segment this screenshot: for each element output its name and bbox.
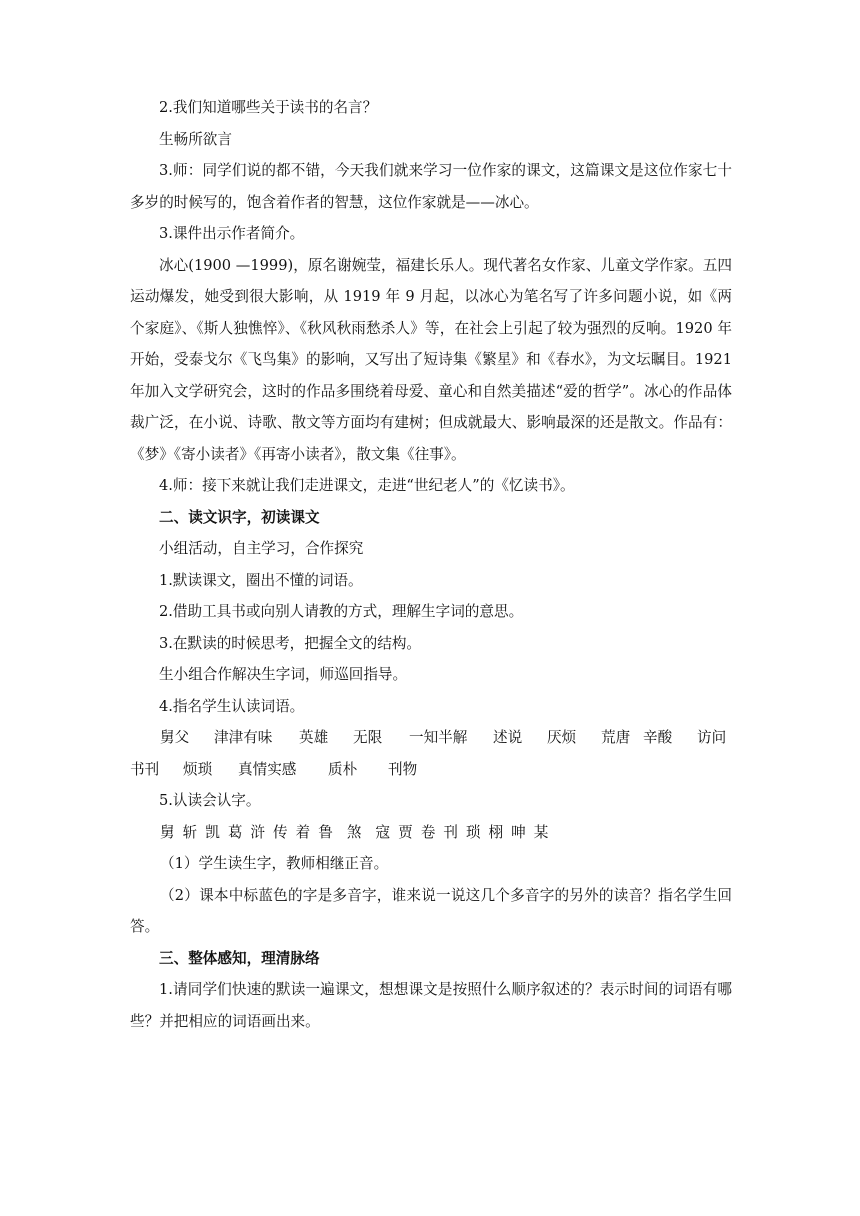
character: 呻 xyxy=(511,823,526,841)
vocab-word: 舅父 xyxy=(160,729,190,746)
character: 葛 xyxy=(227,823,243,841)
vocab-word: 英雄 xyxy=(299,729,329,746)
paragraph: 1.默读课文，圈出不懂的词语。 xyxy=(159,571,363,589)
paragraph: 小组活动，自主学习，合作探究 xyxy=(159,540,364,557)
character: 舅 xyxy=(160,823,175,841)
document-page xyxy=(130,92,732,1037)
vocab-word: 津津有味 xyxy=(214,729,273,746)
vocab-word: 辛酸 xyxy=(643,729,673,746)
character: 浒 xyxy=(250,823,266,841)
vocab-list-line-2 xyxy=(130,754,732,786)
vocab-word: 烦琐 xyxy=(183,760,213,778)
paragraph: （1）学生读生字，教师相继正音。 xyxy=(160,855,389,872)
character: 鲁 xyxy=(318,823,333,841)
character: 琐 xyxy=(465,823,481,841)
character: 卷 xyxy=(420,823,436,841)
character: 煞 xyxy=(346,823,362,841)
vocab-word: 刊物 xyxy=(388,760,418,778)
paragraph: 5.认读会认字。 xyxy=(159,792,261,809)
paragraph: 3.课件出示作者简介。 xyxy=(159,225,305,242)
paragraph: 2.借助工具书或向别人请教的方式，理解生字词的意思。 xyxy=(159,603,524,620)
vocab-word: 述说 xyxy=(493,729,523,746)
paragraph: 4.师：接下来就让我们走进课文，走进“世纪老人”的《忆读书》。 xyxy=(159,477,575,494)
character: 寇 xyxy=(375,823,391,841)
paragraph: 生畅所欲言 xyxy=(159,130,232,148)
vocab-word: 厌烦 xyxy=(547,729,577,746)
paragraph: 3.在默读的时候思考，把握全文的结构。 xyxy=(159,634,422,652)
vocab-word: 访问 xyxy=(697,729,727,746)
section-heading: 二、读文识字，初读课文 xyxy=(159,508,320,526)
paragraph: 生小组合作解决生字词，师巡回指导。 xyxy=(159,666,408,683)
vocab-word: 一知半解 xyxy=(409,729,468,746)
vocab-word: 质朴 xyxy=(328,760,358,778)
section-heading: 三、整体感知，理清脉络 xyxy=(159,949,320,967)
vocab-word: 书刊 xyxy=(130,760,160,778)
vocab-word: 荒唐 xyxy=(601,729,631,746)
vocab-word: 真情实感 xyxy=(238,760,297,778)
character: 某 xyxy=(533,823,549,841)
author-bio-paragraph: 冰心(1900 —1999)，原名谢婉莹，福建长乐人。现代著名女作家、儿童文学作家。五四运动爆发，她受到很大影响，从 1919 年 9 月起，以冰心为笔名写了许多问题小说，如《两个家庭》、《斯人独憔悴》、《秋风秋雨愁杀人》等，在社会上引起了较为强烈的反响。1920 年开始，受泰戈尔《飞鸟集》的影响，又写出了短诗集《繁星》和《春水》，为文坛瞩目。1921 年加入文学研究会，这时的作品多围绕着母爱、童心和自然美描述“爱的哲学”。冰心的作品体裁广泛，在小说、诗歌、散文等方面均有建树；但成就最大、影响最深的还是散文。作品有：《梦》《寄小读者》《再寄小读者》，散文集《往事》。 xyxy=(130,256,732,463)
character: 栩 xyxy=(488,823,504,841)
character: 贾 xyxy=(398,823,413,841)
paragraph: 2.我们知道哪些关于读书的名言？ xyxy=(159,99,378,116)
character-list xyxy=(130,817,732,849)
paragraph: 4.指名学生认读词语。 xyxy=(159,697,305,715)
paragraph: 1.请同学们快速的默读一遍课文，想想课文是按照什么顺序叙述的？表示时间的词语有哪些？并把相应的词语画出来。 xyxy=(130,981,732,1030)
character: 刊 xyxy=(443,823,458,841)
character: 斩 xyxy=(182,823,198,841)
character: 凯 xyxy=(205,823,220,841)
vocab-list-line-1 xyxy=(130,722,732,754)
paragraph: （2）课本中标蓝色的字是多音字，谁来说一说这几个多音字的另外的读音？指名学生回答。 xyxy=(130,886,732,935)
character: 着 xyxy=(295,823,311,841)
character: 传 xyxy=(273,823,288,841)
paragraph: 3.师：同学们说的都不错，今天我们就来学习一位作家的课文，这篇课文是这位作家七十多岁的时候写的，饱含着作者的智慧，这位作家就是——冰心。 xyxy=(130,162,732,211)
vocab-word: 无限 xyxy=(353,729,383,746)
